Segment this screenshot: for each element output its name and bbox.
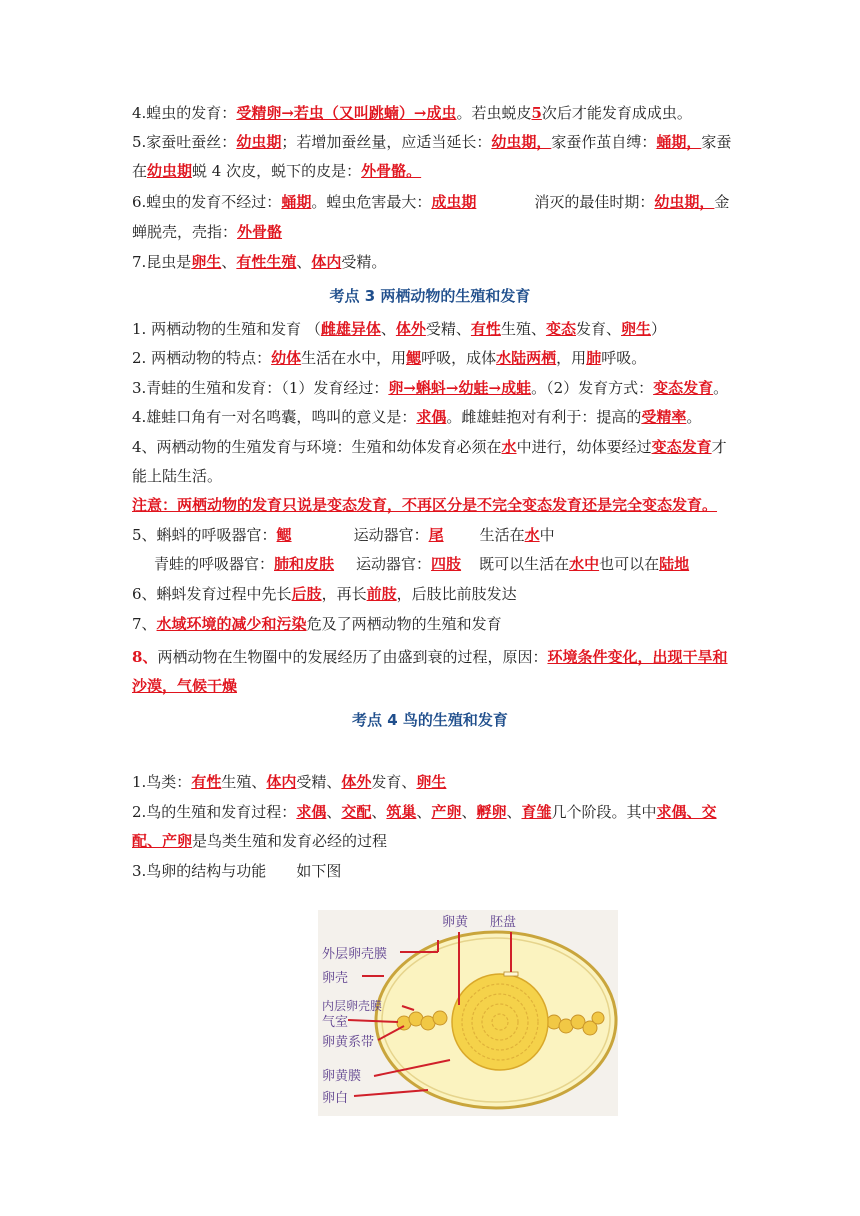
text-line: 3.鸟卵的结构与功能 如下图	[132, 862, 342, 880]
text-line: 3.青蛙的生殖和发育：（1）发育经过：卵→蝌蚪→幼蛙→成蛙。（2）发育方式：变态发育。	[132, 379, 729, 397]
text-line: 5.家蚕吐蚕丝：幼虫期；若增加蚕丝量，应适当延长：幼虫期，家蚕作茧自缚：蛹期，家蚕	[132, 133, 732, 151]
text-line: 4.雄蛙口角有一对名鸣囊，鸣叫的意义是：求偶。雌雄蛙抱对有利于：提高的受精率。	[132, 408, 702, 426]
text-line: 6、蝌蚪发育过程中先长后肢，再长前肢，后肢比前肢发达	[132, 585, 517, 603]
label-vitelline-membrane: 卵黄膜	[322, 1069, 362, 1084]
text-line: 1. 两栖动物的生殖和发育 （雌雄异体、体外受精、有性生殖、变态发育、卵生）	[132, 320, 667, 338]
note-line: 注意：两栖动物的发育只说是变态发育，不再区分是不完全变态发育还是完全变态发育。	[132, 496, 718, 514]
text-line: 能上陆生活。	[132, 467, 223, 485]
text-line: 青蛙的呼吸器官：肺和皮肤 运动器官：四肢 既可以生活在水中也可以在陆地	[154, 555, 690, 573]
germinal-disc	[504, 972, 518, 976]
label-germinal-disc: 胚盘	[490, 915, 517, 930]
label-albumen: 卵白	[322, 1091, 349, 1106]
text-line: 2.鸟的生殖和发育过程：求偶、交配、筑巢、产卵、孵卵、育雏几个阶段。其中求偶、交	[132, 803, 717, 821]
text-line: 4、两栖动物的生殖发育与环境：生殖和幼体发育必须在水中进行，幼体要经过变态发育才	[132, 438, 727, 456]
text-line: 5、蝌蚪的呼吸器官：鳃 运动器官：尾 生活在水中	[132, 526, 555, 544]
label-air-cell: 气室	[322, 1015, 349, 1030]
yolk	[452, 974, 548, 1070]
text-line: 7、水域环境的减少和污染危及了两栖动物的生殖和发育	[132, 615, 502, 633]
text-line: 2. 两栖动物的特点：幼体生活在水中，用鳃呼吸，成体水陆两栖，用肺呼吸。	[132, 349, 647, 367]
text-line: 1.鸟类：有性生殖、体内受精、体外发育、卵生	[132, 773, 447, 791]
section-heading: 考点 4 鸟的生殖和发育	[352, 711, 508, 729]
label-inner-shell-membrane: 内层卵壳膜	[322, 999, 383, 1013]
text-line: 配、产卵是鸟类生殖和发育必经的过程	[132, 832, 388, 850]
section-heading: 考点 3 两栖动物的生殖和发育	[329, 287, 531, 305]
label-chalaza: 卵黄系带	[322, 1035, 375, 1050]
label-outer-shell-membrane: 外层卵壳膜	[322, 947, 388, 962]
egg-structure-figure	[318, 910, 618, 1116]
text-line: 7.昆虫是卵生、有性生殖、体内受精。	[132, 253, 387, 271]
text-line: 6.蝗虫的发育不经过：蛹期。蝗虫危害最大：成虫期 消灭的最佳时期：幼虫期，金	[132, 193, 730, 211]
text-line: 蝉脱壳，壳指：外骨骼	[132, 223, 283, 241]
text-line: 在幼虫期蜕 4 次皮，蜕下的皮是：外骨骼。	[132, 162, 422, 180]
text-line: 沙漠，气候干燥	[132, 677, 238, 695]
label-yolk: 卵黄	[442, 915, 469, 930]
text-line: 8、两栖动物在生物圈中的发展经历了由盛到衰的过程，原因：环境条件变化，出现干旱和	[132, 648, 728, 666]
text-line: 4.蝗虫的发育：受精卵→若虫（又叫跳蝻）→成虫。若虫蜕皮5次后才能发育成成虫。	[132, 104, 692, 122]
label-shell: 卵壳	[322, 971, 349, 986]
